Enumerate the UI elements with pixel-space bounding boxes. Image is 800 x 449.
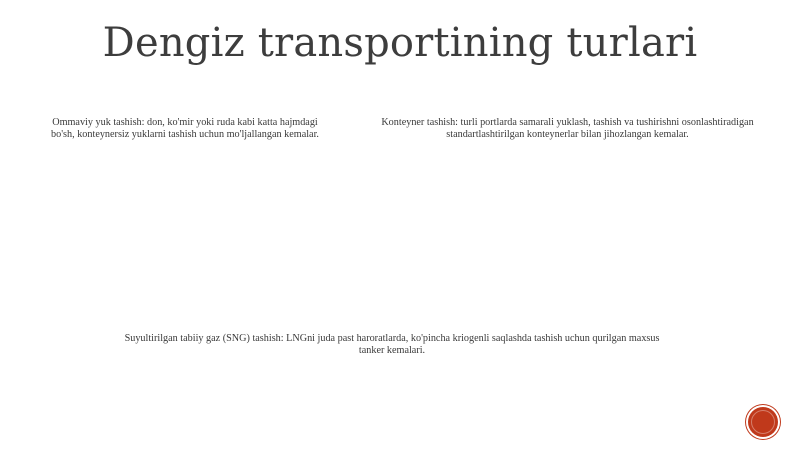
circle-nav-icon[interactable]	[748, 407, 778, 437]
lng-shipping-text: Suyultirilgan tabiiy gaz (SNG) tashish: LNGni juda past haroratlarda, ko'pincha kriogenli saqlashda tashish uchun qurilgan maxsus tanker kemalari.	[124, 333, 660, 356]
bulk-shipping-text: Ommaviy yuk tashish: don, ko'mir yoki ruda kabi katta hajmdagi bo'sh, konteynersiz yuklarni tashish uchun mo'ljallangan kemalar.	[51, 117, 319, 140]
nav-ring	[751, 410, 775, 434]
container-shipping-text: Konteyner tashish: turli portlarda samarali yuklash, tashish va tushirishni osonlashtiradigan standartlashtirilgan konteynerlar bilan jihozlangan kemalar.	[381, 117, 754, 140]
slide-title: Dengiz transportining turlari	[102, 20, 698, 66]
